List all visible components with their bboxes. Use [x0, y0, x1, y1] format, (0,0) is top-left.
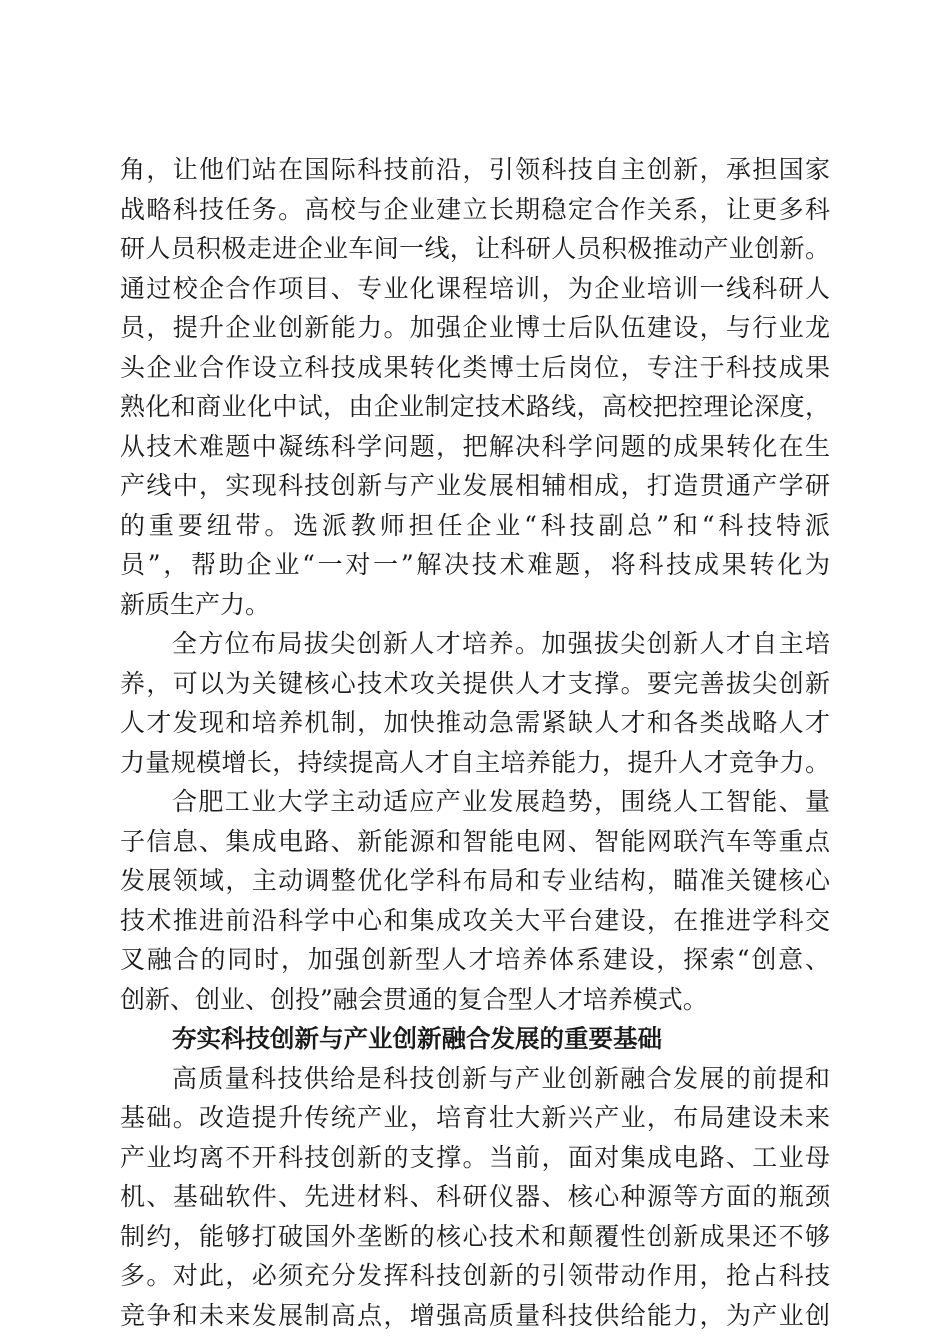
- text-line: 从技术难题中凝练科学问题，把解决科学问题的成果转化在生: [120, 431, 830, 461]
- text-line: 创新、创业、创投”融会贯通的复合型人才培养模式。: [120, 984, 708, 1014]
- text-line: 新质生产力。: [120, 589, 271, 619]
- text-line: 子信息、集成电路、新能源和智能电网、智能网联汽车等重点: [120, 826, 830, 856]
- text-line: 养，可以为关键核心技术攻关提供人才支撑。要完善拔尖创新: [120, 668, 830, 698]
- text-line: 产业均离不开科技创新的支撑。当前，面对集成电路、工业母: [120, 1142, 830, 1172]
- text-line: 叉融合的同时，加强创新型人才培养体系建设，探索“创意、: [120, 945, 830, 974]
- text-line: 技术推进前沿科学中心和集成攻关大平台建设，在推进学科交: [120, 905, 830, 935]
- paragraph-first-line: 高质量科技供给是科技创新与产业创新融合发展的前提和: [172, 1063, 830, 1093]
- paragraph-first-line: 合肥工业大学主动适应产业发展趋势，围绕人工智能、量: [172, 787, 830, 816]
- text-line: 人才发现和培养机制，加快推动急需紧缺人才和各类战略人才: [120, 708, 830, 737]
- text-line: 战略科技任务。高校与企业建立长期稳定合作关系，让更多科: [120, 194, 830, 224]
- paragraph-first-line: 全方位布局拔尖创新人才培养。加强拔尖创新人才自主培: [172, 629, 830, 658]
- text-line: 的重要纽带。选派教师担任企业“科技副总”和“科技特派: [120, 510, 830, 540]
- text-line: 研人员积极走进企业车间一线，让科研人员积极推动产业创新。: [120, 234, 830, 263]
- text-line: 头企业合作设立科技成果转化类博士后岗位，专注于科技成果: [120, 352, 830, 382]
- text-line: 员，提升企业创新能力。加强企业博士后队伍建设，与行业龙: [120, 313, 830, 342]
- text-line: 竞争和未来发展制高点，增强高质量科技供给能力，为产业创: [120, 1300, 830, 1330]
- text-line: 制约，能够打破国外垄断的核心技术和颠覆性创新成果还不够: [120, 1221, 830, 1251]
- text-line: 产线中，实现科技创新与产业发展相辅相成，打造贯通产学研: [120, 471, 830, 500]
- section-heading: 夯实科技创新与产业创新融合发展的重要基础: [172, 1024, 662, 1053]
- text-line: 基础。改造提升传统产业，培育壮大新兴产业，布局建设未来: [120, 1103, 830, 1132]
- text-line: 发展领域，主动调整优化学科布局和专业结构，瞄准关键核心: [120, 866, 830, 895]
- text-line: 多。对此，必须充分发挥科技创新的引领带动作用，抢占科技: [120, 1261, 830, 1290]
- text-line: 熟化和商业化中试，由企业制定技术路线，高校把控理论深度，: [120, 392, 830, 421]
- text-line: 力量规模增长，持续提高人才自主培养能力，提升人才竞争力。: [120, 747, 830, 777]
- text-line: 员”，帮助企业“一对一”解决技术难题，将科技成果转化为: [120, 550, 830, 579]
- text-line: 通过校企合作项目、专业化课程培训，为企业培训一线科研人: [120, 273, 830, 303]
- body-text: [120, 150, 830, 1335]
- text-line: 机、基础软件、先进材料、科研仪器、核心种源等方面的瓶颈: [120, 1182, 830, 1211]
- text-line: 角，让他们站在国际科技前沿，引领科技自主创新，承担国家: [120, 155, 830, 184]
